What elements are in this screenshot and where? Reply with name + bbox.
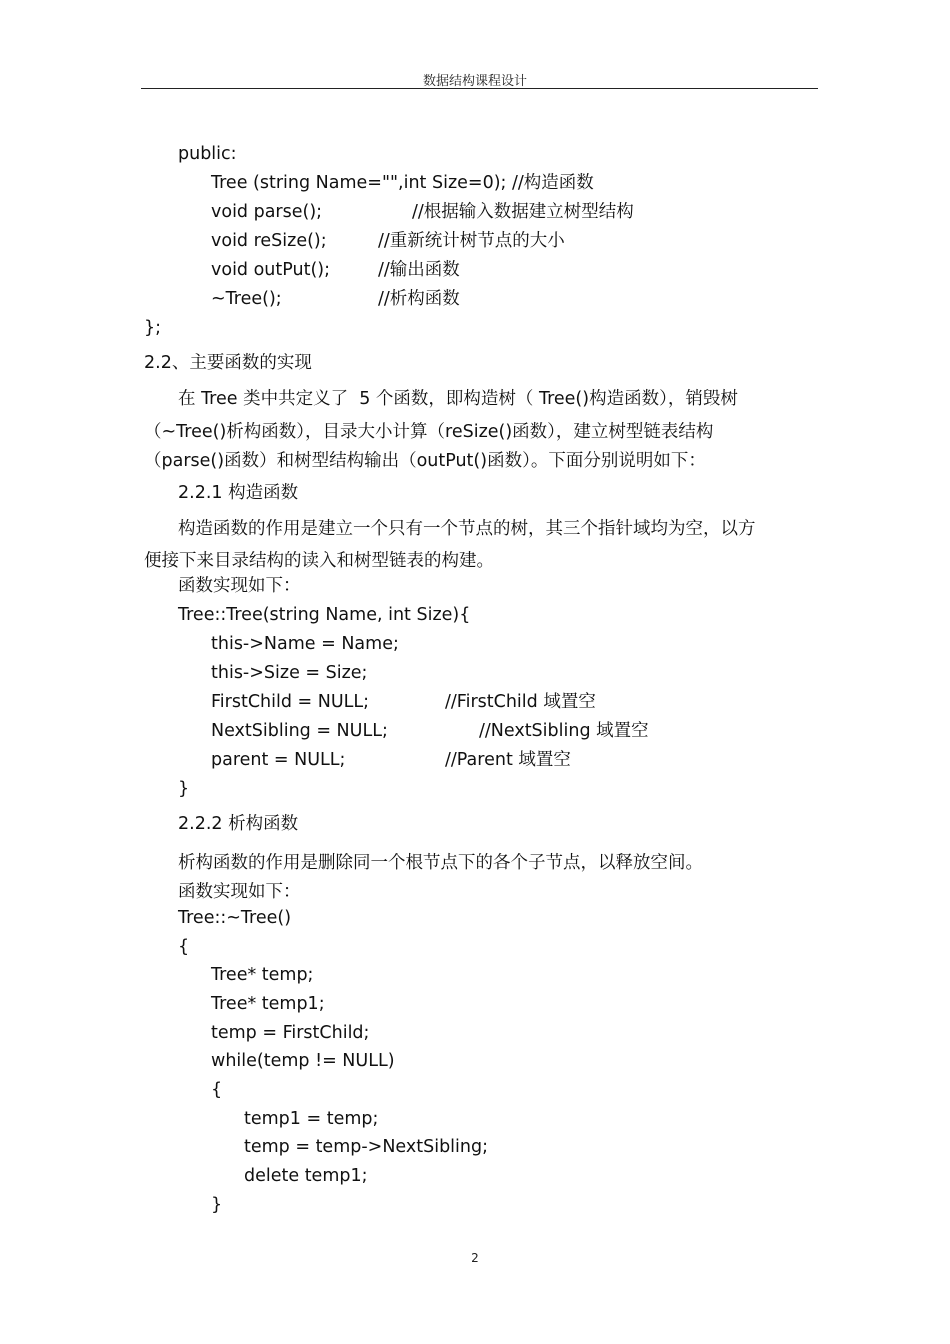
code-comment: //FirstChild 域置空 [445, 692, 596, 712]
member-comment: //构造函数 [512, 173, 594, 193]
code-line: this->Name = Name; [211, 634, 399, 654]
code-comment: //Parent 域置空 [445, 750, 571, 770]
paragraph-line: 在 Tree 类中共定义了 5 个函数，即构造树（ Tree()构造函数），销毁树 [178, 389, 738, 409]
paragraph-line: （~Tree()析构函数），目录大小计算（reSize()函数），建立树型链表结构 [144, 422, 714, 442]
member-comment: //输出函数 [378, 260, 460, 280]
code-line: temp = FirstChild; [211, 1023, 370, 1043]
public-label: public: [178, 144, 237, 164]
code-line: FirstChild = NULL; [211, 692, 370, 712]
code-line: Tree* temp; [211, 965, 314, 985]
code-line: delete temp1; [244, 1166, 368, 1186]
code-open-brace: { [178, 937, 190, 957]
code-signature: Tree::Tree(string Name, int Size){ [178, 605, 471, 625]
code-line: temp1 = temp; [244, 1109, 379, 1129]
paragraph-line: （parse()函数）和树型结构输出（outPut()函数）。下面分别说明如下： [144, 451, 706, 471]
member-code: void reSize(); [211, 231, 327, 251]
code-comment: //NextSibling 域置空 [479, 721, 649, 741]
page-number: 2 [471, 1251, 479, 1265]
paragraph-line: 析构函数的作用是删除同一个根节点下的各个子节点，以释放空间。 [178, 853, 703, 873]
code-line: NextSibling = NULL; [211, 721, 388, 741]
member-code: ~Tree(); [211, 289, 282, 309]
member-code: void parse(); [211, 202, 323, 222]
impl-label: 函数实现如下： [178, 576, 301, 596]
running-header: 数据结构课程设计 [422, 74, 527, 89]
impl-label: 函数实现如下： [178, 882, 301, 902]
paragraph-line: 便接下来目录结构的读入和树型链表的构建。 [144, 551, 494, 571]
code-line: parent = NULL; [211, 750, 346, 770]
code-line: this->Size = Size; [211, 663, 368, 683]
code-line: temp = temp->NextSibling; [244, 1137, 489, 1157]
subsection-heading: 2.2.2 析构函数 [178, 814, 299, 834]
member-comment: //根据输入数据建立树型结构 [412, 202, 634, 222]
member-comment: //重新统计树节点的大小 [378, 231, 565, 251]
code-line: while(temp != NULL) [211, 1051, 395, 1071]
code-closing-brace: } [211, 1195, 223, 1215]
code-signature: Tree::~Tree() [178, 908, 292, 928]
paragraph-line: 构造函数的作用是建立一个只有一个节点的树，其三个指针域均为空，以方 [178, 519, 756, 539]
member-code: void outPut(); [211, 260, 331, 280]
code-open-brace: { [211, 1080, 223, 1100]
header-rule [141, 88, 818, 89]
section-heading: 2.2、主要函数的实现 [144, 353, 312, 373]
code-closing-brace: } [178, 779, 190, 799]
class-closing: }; [144, 318, 162, 338]
member-comment: //析构函数 [378, 289, 460, 309]
code-line: Tree* temp1; [211, 994, 325, 1014]
member-code: Tree (string Name="",int Size=0); [211, 173, 507, 193]
subsection-heading: 2.2.1 构造函数 [178, 483, 299, 503]
